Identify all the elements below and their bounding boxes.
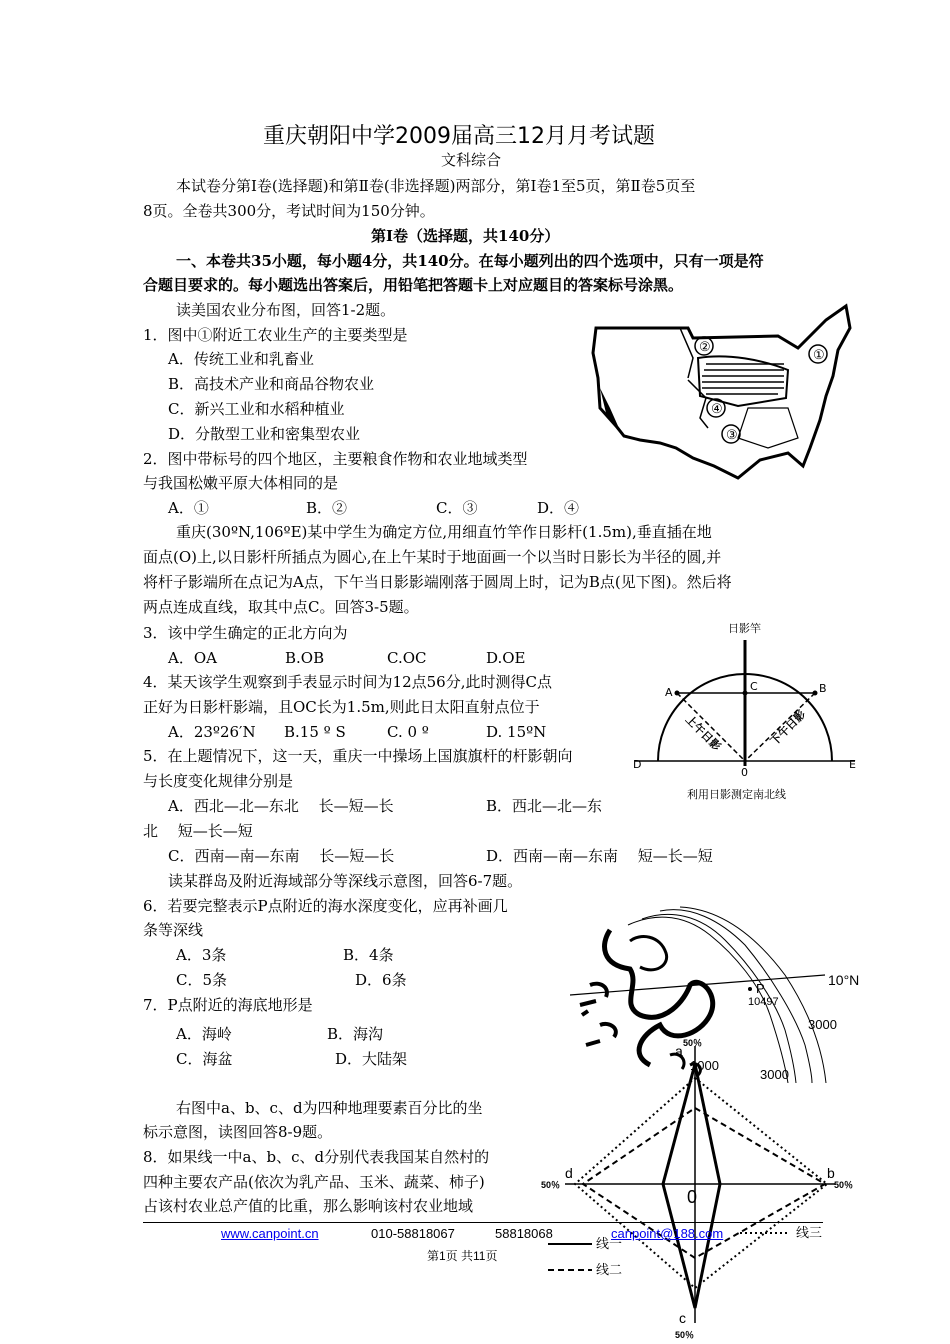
- q6-option-b: B．4条: [343, 946, 394, 964]
- q8-9-lead-2: 标示意图，读图回答8-9题。: [143, 1123, 333, 1141]
- q3-option-b: B.OB: [285, 649, 325, 667]
- contour-label-1000: 1000: [690, 1058, 719, 1073]
- q2-stem-1: 2．图中带标号的四个地区，主要粮食作物和农业地域类型: [143, 450, 528, 468]
- depth-label: 10497: [748, 996, 779, 1008]
- map-label-4: ④: [711, 402, 723, 417]
- latitude-label: 10°N: [828, 972, 860, 988]
- contour-label-3000-b: 3000: [760, 1067, 789, 1082]
- q2-stem-2: 与我国松嫩平原大体相同的是: [143, 474, 339, 492]
- q7-option-c: C．海盆: [176, 1050, 233, 1068]
- shadow-stick-diagram: [625, 618, 865, 806]
- q2-option-a: A．①: [168, 499, 209, 517]
- q7-option-d: D．大陆架: [335, 1050, 408, 1068]
- axis-b-pct: 50％: [834, 1180, 854, 1190]
- q5-option-b-cont: 北 短—长—短: [143, 822, 253, 840]
- point-p: [748, 987, 752, 991]
- q2-option-c: C．③: [436, 499, 478, 517]
- point-b: [813, 691, 818, 696]
- footer-phone-1: 010-58818067: [371, 1226, 455, 1241]
- radar-legend: [540, 1222, 840, 1286]
- q8-stem-1: 8．如果线一中a、b、c、d分别代表我国某自然村的: [143, 1148, 490, 1166]
- intro-line-1: 本试卷分第Ⅰ卷(选择题)和第Ⅱ卷(非选择题)两部分，第Ⅰ卷1至5页，第Ⅱ卷5页至: [176, 177, 696, 195]
- q6-stem-2: 条等深线: [143, 921, 204, 939]
- q7-stem: 7．P点附近的海底地形是: [143, 996, 313, 1014]
- us-agriculture-map: [588, 298, 856, 483]
- morning-shadow: [677, 693, 745, 761]
- q7-option-b: B．海沟: [327, 1025, 384, 1043]
- q4-option-b: B.15 º S: [284, 723, 346, 741]
- section-title: 第Ⅰ卷（选择题，共140分）: [371, 227, 560, 245]
- q5-option-c: C．西南—南—东南 长—短—长: [168, 847, 395, 865]
- morning-shadow-label: 上午日影: [682, 712, 724, 754]
- origin-label: 0: [687, 1187, 698, 1207]
- q5-option-d: D．西南—南—东南 短—长—短: [486, 847, 713, 865]
- footer-site-link[interactable]: www.canpoint.cn: [221, 1226, 319, 1241]
- q3-5-lead-2: 面点(O)上,以日影杆所插点为圆心,在上午某时于地面画一个以当时日影长为半径的圆,并: [143, 548, 722, 566]
- q7-option-a: A．海岭: [176, 1025, 232, 1043]
- intro-line-2: 8页。全卷共300分，考试时间为150分钟。: [143, 202, 435, 220]
- q4-option-a: A．23º26′N: [168, 723, 256, 741]
- axis-a-pct: 50％: [683, 1038, 703, 1048]
- q5-option-a: A．西北—北—东北 长—短—长: [168, 797, 394, 815]
- q3-option-c: C.OC: [387, 649, 427, 667]
- q3-5-lead-3: 将杆子影端所在点记为A点，下午当日影影端刚落于圆周上时，记为B点(见下图)。然后将: [143, 573, 732, 591]
- stick-label: 日影竿: [728, 622, 761, 635]
- q8-9-lead-1: 右图中a、b、c、d为四种地理要素百分比的坐: [176, 1099, 483, 1117]
- legend-line-2-label: 线二: [596, 1262, 623, 1277]
- label-o: 0: [741, 766, 748, 779]
- point-c: [743, 691, 748, 696]
- axis-d-label: d: [565, 1165, 573, 1181]
- latitude-line: [570, 975, 825, 995]
- q1-stem: 1．图中①附近工农业生产的主要类型是: [143, 326, 408, 344]
- q2-option-b: B．②: [306, 499, 348, 517]
- axis-c-label: c: [679, 1310, 686, 1326]
- q6-option-a: A．3条: [176, 946, 227, 964]
- q2-option-d: D．④: [537, 499, 580, 517]
- contour-label-3000-a: 3000: [808, 1017, 837, 1032]
- page-subtitle: 文科综合: [441, 151, 502, 169]
- q3-5-lead-1: 重庆(30ºN,106ºE)某中学生为确定方位,用细直竹竿作日影杆(1.5m),垂直插在地: [176, 523, 712, 541]
- q6-option-c: C．5条: [176, 971, 228, 989]
- q8-stem-3: 占该村农业总产值的比重，那么影响该村农业地域: [143, 1197, 474, 1215]
- q5-option-b: B．西北—北—东: [486, 797, 603, 815]
- axis-c-pct: 50％: [675, 1330, 695, 1340]
- q4-stem-1: 4．某天该学生观察到手表显示时间为12点56分,此时测得C点: [143, 673, 552, 691]
- q4-option-d: D. 15ºN: [486, 723, 547, 741]
- q6-option-d: D．6条: [355, 971, 407, 989]
- q4-stem-2: 正好为日影杆影端，且OC长为1.5m,则此日太阳直射点位于: [143, 698, 540, 716]
- q6-stem-1: 6．若要完整表示P点附近的海水深度变化，应再补画几: [143, 897, 508, 915]
- label-e: E: [849, 758, 856, 771]
- q3-option-a: A．OA: [168, 649, 217, 667]
- p-label: P: [756, 981, 765, 996]
- q5-stem-2: 与长度变化规律分别是: [143, 772, 294, 790]
- q1-2-lead: 读美国农业分布图，回答1-2题。: [176, 301, 396, 319]
- legend-line-1-label: 线一: [596, 1236, 623, 1251]
- footer-page-number: 第1页 共11页: [427, 1249, 498, 1263]
- q8-stem-2: 四种主要农产品(依次为乳产品、玉米、蔬菜、柿子): [143, 1173, 485, 1191]
- map-label-1: ①: [813, 348, 825, 363]
- afternoon-shadow-label: 下午日影: [767, 707, 809, 749]
- q1-option-b: B．高技术产业和商品谷物农业: [168, 375, 375, 393]
- map-label-2: ②: [699, 340, 711, 355]
- q1-option-d: D．分散型工业和密集型农业: [168, 425, 361, 443]
- label-d: D: [633, 758, 642, 771]
- axis-d-pct: 50％: [541, 1180, 561, 1190]
- axis-b-label: b: [827, 1165, 835, 1181]
- q3-stem: 3．该中学生确定的正北方向为: [143, 624, 348, 642]
- q5-stem-1: 5．在上题情况下，这一天，重庆一中操场上国旗旗杆的杆影朝向: [143, 747, 573, 765]
- q6-7-lead: 读某群岛及附近海域部分等深线示意图，回答6-7题。: [168, 872, 523, 890]
- q4-option-c: C. 0 º: [387, 723, 429, 741]
- radar-diagram: [535, 1038, 865, 1340]
- point-a: [675, 691, 680, 696]
- instruction-line-2: 合题目要求的。每小题选出答案后，用铅笔把答题卡上对应题目的答案标号涂黑。: [143, 276, 684, 294]
- shadow-caption: 利用日影测定南北线: [687, 788, 786, 801]
- label-c: C: [750, 680, 758, 693]
- map-label-3: ③: [726, 428, 738, 443]
- q3-5-lead-4: 两点连成直线，取其中点C。回答3-5题。: [143, 598, 419, 616]
- label-b: B: [819, 682, 827, 695]
- axis-a-label: a: [675, 1043, 683, 1059]
- q1-option-c: C．新兴工业和水稻种植业: [168, 400, 345, 418]
- footer-phone-2: 58818068: [495, 1226, 553, 1241]
- instruction-line-1: 一、本卷共35小题，每小题4分，共140分。在每小题列出的四个选项中，只有一项是符: [176, 252, 764, 270]
- q3-option-d: D.OE: [486, 649, 526, 667]
- footer-email-link[interactable]: canpoint@188.com: [611, 1226, 724, 1241]
- label-a: A: [665, 686, 673, 699]
- legend-line-3-label: 线三: [796, 1225, 823, 1240]
- q1-option-a: A．传统工业和乳畜业: [168, 350, 314, 368]
- page-title: 重庆朝阳中学2009届高三12月月考试题: [263, 124, 655, 149]
